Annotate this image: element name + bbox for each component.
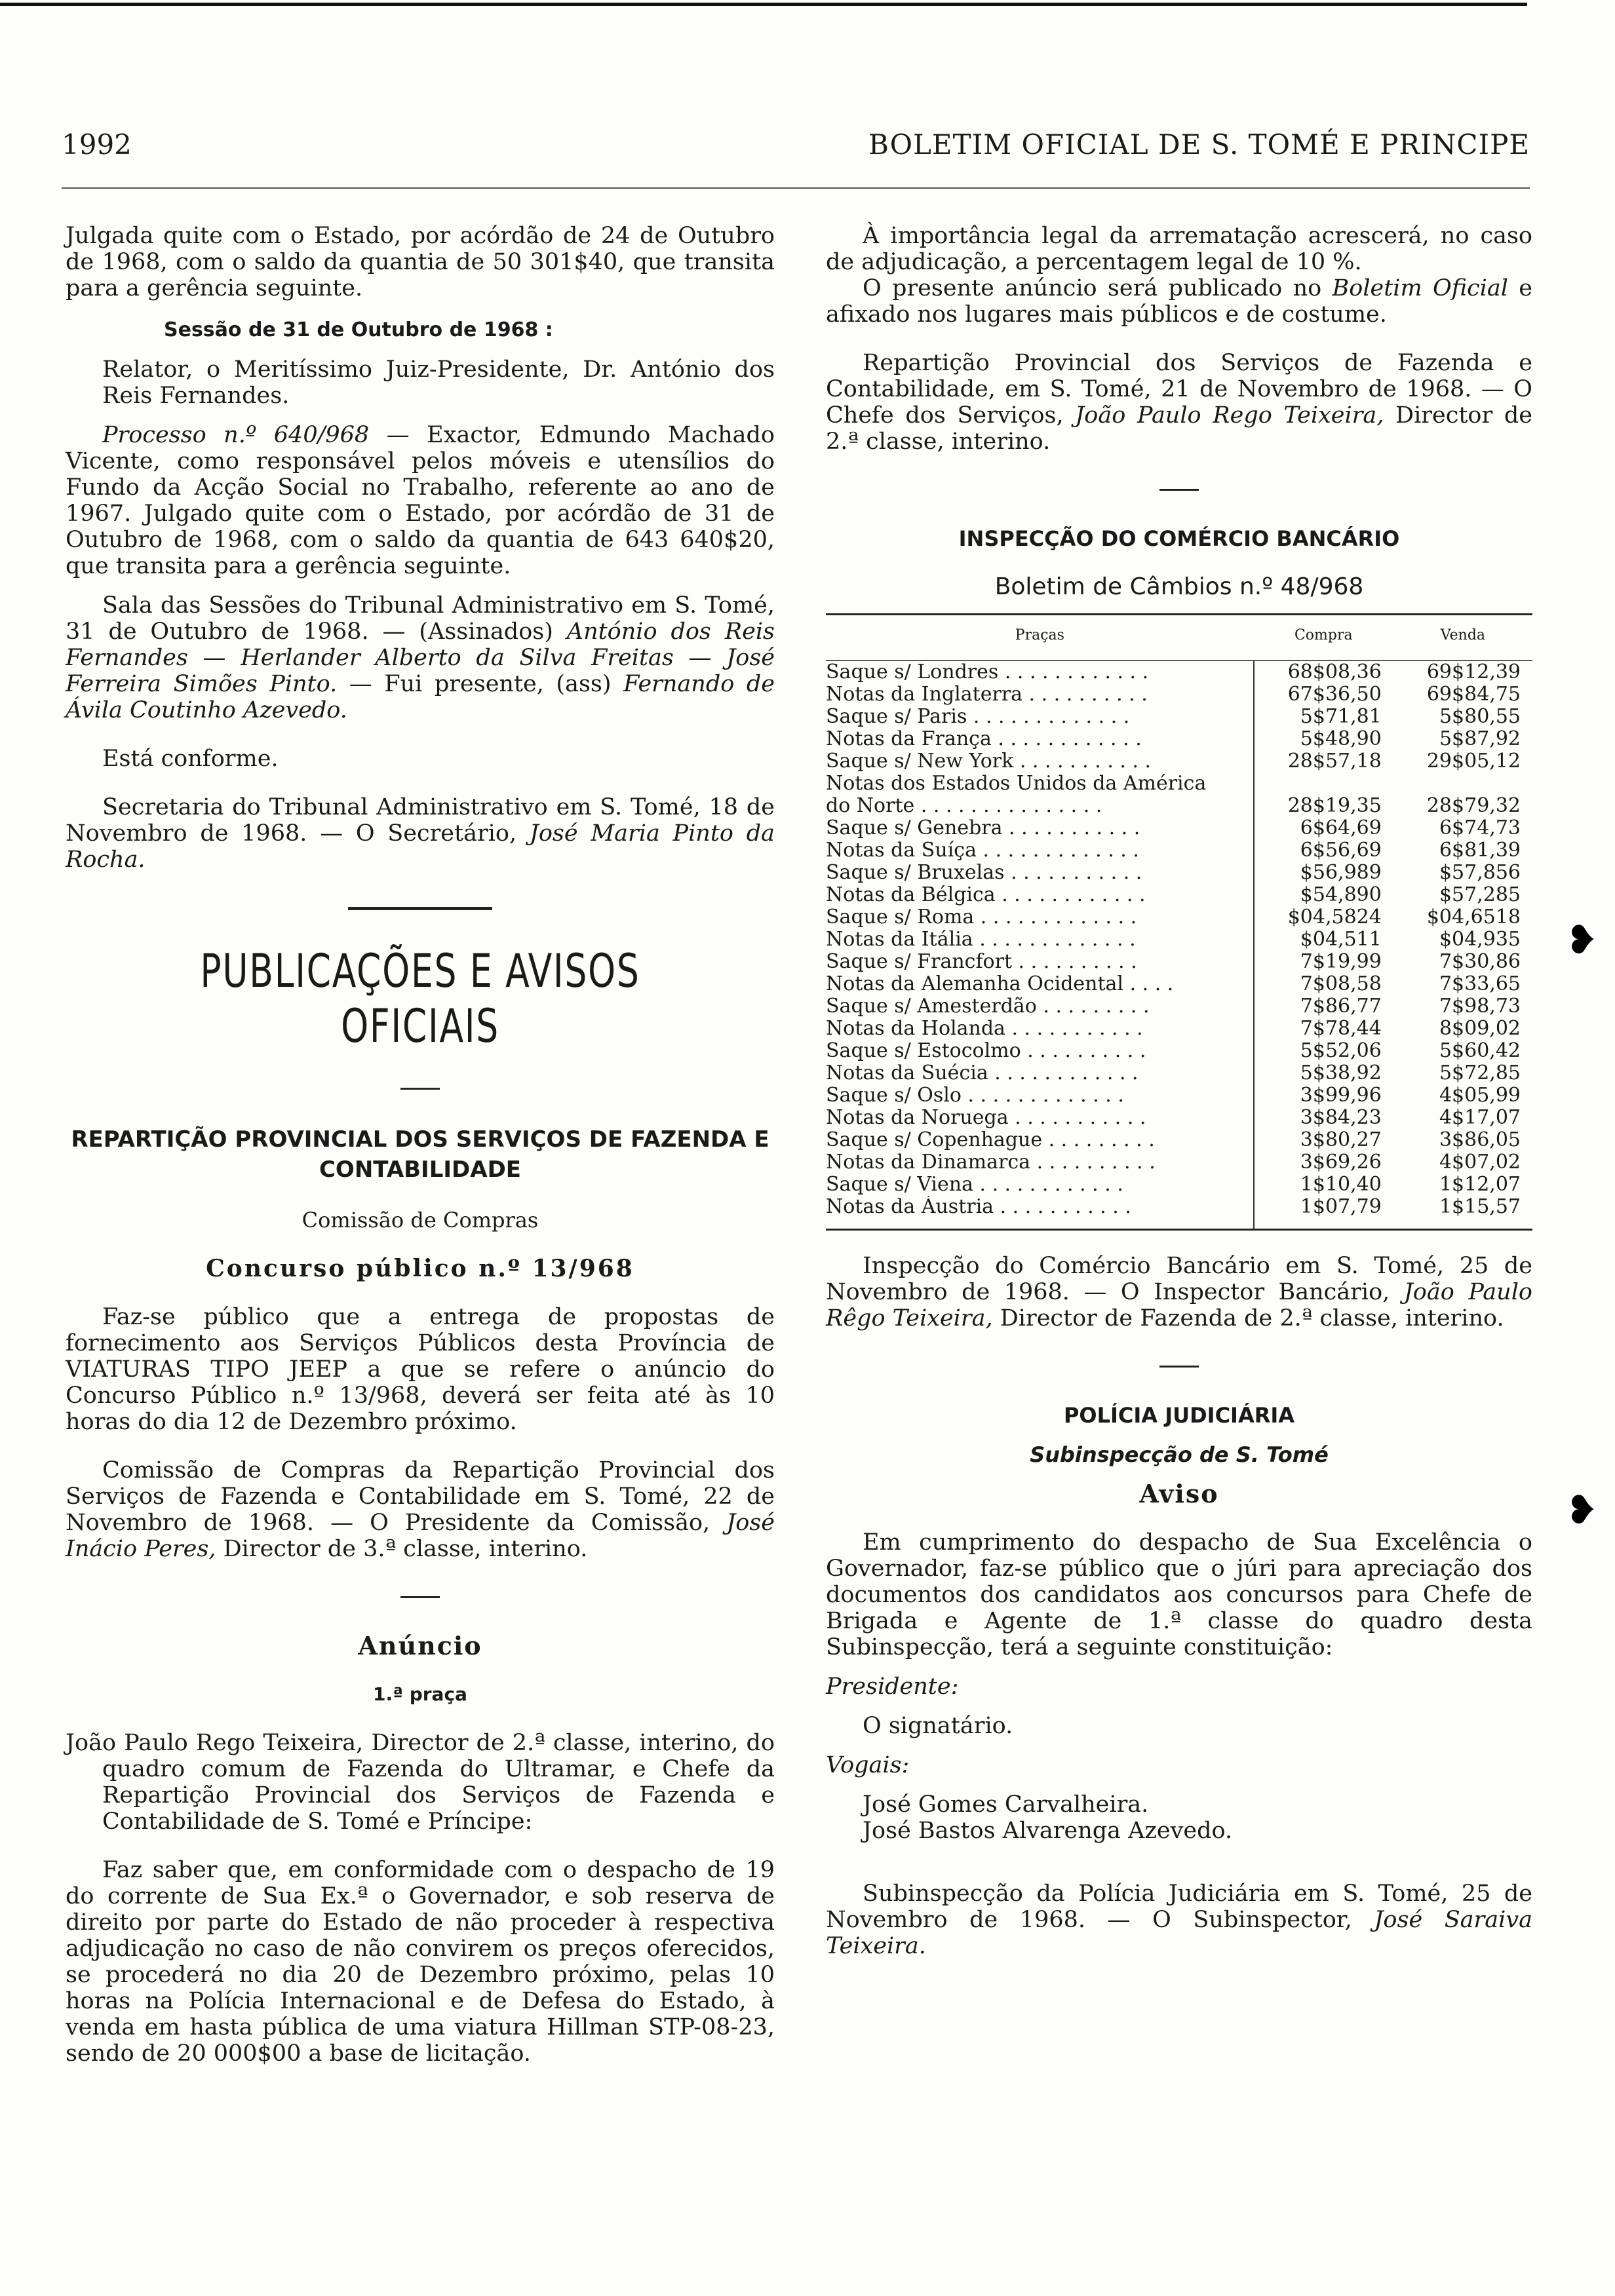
processo-label: Processo n.º 640/968 <box>102 422 370 448</box>
cell-compra: 7$19,99 <box>1254 951 1393 973</box>
table-row <box>826 1107 1532 1129</box>
cell-venda: 1$12,07 <box>1439 1173 1521 1196</box>
cell-praca: Notas da Suíça . . . . . . . . . . . . . <box>826 839 1139 862</box>
cell-venda: 5$72,85 <box>1439 1062 1521 1084</box>
commission-heading: Comissão de Compras <box>302 1208 539 1233</box>
table-row <box>826 728 1532 750</box>
table-row <box>826 706 1532 728</box>
boletim-reference: Boletim Oficial <box>1332 275 1508 301</box>
cell-praca: Saque s/ Francfort . . . . . . . . . . <box>826 951 1137 973</box>
session-heading: Sessão de 31 de Outubro de 1968 : <box>164 318 553 341</box>
cell-compra: 67$36,50 <box>1254 683 1393 706</box>
cell-compra: $56,989 <box>1254 862 1393 884</box>
divider-ornament <box>66 1076 775 1102</box>
table-row <box>826 795 1532 817</box>
cell-praca: Notas da Itália . . . . . . . . . . . . . <box>826 928 1136 951</box>
judgement-paragraph: Julgada quite com o Estado, por acórdão de 24 de Outubro de 1968, com o saldo da quantia de 50 301$40, que transita para a gerência seguinte. <box>66 223 775 301</box>
cell-venda: 1$15,57 <box>1393 1196 1532 1230</box>
signatory-last: Fernando de Ávila Coutinho Azevedo. <box>66 671 775 723</box>
table-row <box>826 951 1532 973</box>
cell-venda: 6$81,39 <box>1439 839 1521 862</box>
table-row <box>826 1129 1532 1151</box>
commission-sign-text: Comissão de Compras da Repartição Provincial dos Serviços de Fazenda e Contabilidade em S. Tomé, 22 de Novembro de 1968. — O Presidente da Comissão, <box>66 1457 775 1536</box>
sala-paragraph <box>66 592 775 723</box>
aviso-heading: Aviso <box>1139 1479 1219 1508</box>
cell-venda: 3$86,05 <box>1439 1128 1521 1151</box>
table-row <box>826 660 1532 683</box>
cell-venda: 4$17,07 <box>1439 1106 1521 1129</box>
reparticao-text: Repartição Provincial dos Serviços de Fazenda e Contabilidade, em S. Tomé, 21 de Novembro de 1968. — O Chefe dos Serviços, <box>826 350 1532 429</box>
cell-compra: 5$48,90 <box>1254 728 1393 750</box>
cell-praca: Notas da Alemanha Ocidental . . . . <box>826 973 1174 995</box>
section-ornament <box>66 895 775 921</box>
presidente-name: O signatário. <box>863 1713 1013 1739</box>
commission-president-name: José Inácio Peres, <box>66 1510 775 1562</box>
cell-praca: Notas da Áustria . . . . . . . . . . . <box>826 1196 1254 1230</box>
cell-praca: Saque s/ Amesterdão . . . . . . . . . <box>826 995 1150 1018</box>
cell-compra: 1$10,40 <box>1254 1174 1393 1196</box>
anuncio-heading: Anúncio <box>358 1631 482 1660</box>
table-row <box>826 884 1532 906</box>
divider-ornament-3 <box>826 477 1532 503</box>
column-header-compra: Compra <box>1254 615 1393 661</box>
cell-compra: 5$71,81 <box>1254 706 1393 728</box>
table-row <box>826 773 1532 795</box>
vogal-1: José Gomes Carvalheira. <box>863 1791 1149 1818</box>
cell-praca: Notas dos Estados Unidos da América <box>826 773 1207 795</box>
cell-compra: $54,890 <box>1254 884 1393 906</box>
cell-praca: Notas da Noruega . . . . . . . . . . . <box>826 1107 1146 1129</box>
cell-venda: 7$98,73 <box>1439 995 1521 1018</box>
faz-saber-paragraph: Faz saber que, em conformidade com o despacho de 19 do corrente de Sua Ex.ª o Governador, e sob reserva de direito por parte do Estado de não proceder à respectiva adjudicação no caso de não convirem os preços oferecidos, se procederá no dia 20 de Dezembro próximo, pelas 10 horas na Polícia Internacional e de Defesa do Estado, à venda em hasta pública de uma viatura Hillman STP-08-23, sendo de 20 000$00 a base de licitação. <box>66 1857 775 2067</box>
subinspeccao-sign-text: Subinspecção da Polícia Judiciária em S. Tomé, 25 de Novembro de 1968. — O Subinspector, <box>826 1881 1532 1933</box>
exchange-rate-table <box>826 613 1532 1231</box>
table-row <box>826 862 1532 884</box>
table-row <box>826 906 1532 928</box>
joao-paragraph: João Paulo Rego Teixeira, Director de 2.ª classe, interino, do quadro comum de Fazenda do Ultramar, e Chefe da Repartição Provincial dos Serviços de Fazenda e Contabilidade de S. Tomé e Príncipe: <box>66 1730 775 1835</box>
cell-praca: Saque s/ Roma . . . . . . . . . . . . . <box>826 906 1137 928</box>
cell-venda: 7$33,65 <box>1439 972 1521 995</box>
section-title: PUBLICAÇÕES E AVISOS OFICIAIS <box>200 944 640 1053</box>
cell-compra: 3$84,23 <box>1254 1107 1393 1129</box>
subinspector-name: José Saraiva Teixeira. <box>826 1907 1532 1959</box>
cell-venda: $57,856 <box>1439 861 1521 884</box>
margin-mark-icon: ❥ <box>1565 917 1599 963</box>
table-row <box>826 1084 1532 1107</box>
signatory-names: António dos Reis Fernandes — Herlander Alberto da Silva Freitas — José Ferreira Simões Pinto. <box>66 619 775 697</box>
policia-heading: POLÍCIA JUDICIÁRIA <box>1063 1403 1295 1428</box>
cell-praca: Saque s/ Copenhague . . . . . . . . . <box>826 1129 1155 1151</box>
cell-compra: 3$69,26 <box>1254 1151 1393 1174</box>
processo-paragraph <box>66 422 775 579</box>
inspeccao-sign-tail: Director de Fazenda de 2.ª classe, interino. <box>992 1305 1504 1331</box>
top-border-rule <box>0 3 1527 6</box>
reparticao-signature <box>826 350 1532 455</box>
cell-venda: $04,6518 <box>1426 906 1521 928</box>
cell-praca: Saque s/ Estocolmo . . . . . . . . . . <box>826 1040 1146 1062</box>
presente-text: O presente anúncio será publicado no <box>863 275 1333 301</box>
table-row <box>826 1151 1532 1174</box>
commission-signature <box>66 1457 775 1562</box>
inspeccao-heading: INSPECÇÃO DO COMÉRCIO BANCÁRIO <box>958 526 1400 551</box>
cell-compra <box>1254 773 1393 795</box>
vogal-2: José Bastos Alvarenga Azevedo. <box>863 1818 1233 1844</box>
reparticao-tail: Director de 2.ª classe, interino. <box>826 402 1532 455</box>
table-row <box>826 750 1532 773</box>
cell-praca: Saque s/ New York . . . . . . . . . . . <box>826 750 1152 773</box>
processo-text: — Exactor, Edmundo Machado Vicente, como responsável pelos móveis e utensílios do Fundo da Acção Social no Trabalho, referente ao ano de 1967. Julgado quite com o Estado, por acórdão de 31 de Outubro de 1968, com o saldo da quantia de 643 640$20, que transita para a gerência seguinte. <box>66 422 775 579</box>
cell-praca: Notas da Bélgica . . . . . . . . . . . . <box>826 884 1146 906</box>
right-column <box>826 223 1532 1959</box>
cambios-heading: Boletim de Câmbios n.º 48/968 <box>994 573 1364 600</box>
jury-list <box>826 1674 1532 1844</box>
sala-tail: — Fui presente, (ass) <box>337 671 624 697</box>
cell-venda: 28$79,32 <box>1426 794 1521 817</box>
table-body <box>826 660 1532 1230</box>
table-row <box>826 683 1532 706</box>
sala-text: Sala das Sessões do Tribunal Administrativo em S. Tomé, 31 de Outubro de 1968. — (Assinados) <box>66 592 775 645</box>
table-row <box>826 1040 1532 1062</box>
presente-tail: e afixado nos lugares mais públicos e de costume. <box>826 275 1532 328</box>
cell-venda: 69$84,75 <box>1426 683 1521 706</box>
cell-praca: do Norte . . . . . . . . . . . . . . . <box>826 795 1102 817</box>
cell-praca: Saque s/ Paris . . . . . . . . . . . . . <box>826 706 1130 728</box>
header-rule <box>62 187 1530 189</box>
publication-title: BOLETIM OFICIAL DE S. TOMÉ E PRINCIPE <box>868 128 1530 161</box>
table-row <box>826 1062 1532 1084</box>
cell-compra: $04,511 <box>1254 928 1393 951</box>
cumprimento-paragraph: Em cumprimento do despacho de Sua Excelência o Governador, faz-se público que o júri para apreciação dos documentos dos candidatos aos concursos para Chefe de Brigada e Agente de 1.ª classe do quadro desta Subinspecção, terá a seguinte constituição: <box>826 1529 1532 1660</box>
table-row <box>826 973 1532 995</box>
secretaria-paragraph <box>66 794 775 873</box>
presidente-label: Presidente: <box>826 1674 959 1700</box>
cell-praca: Saque s/ Oslo . . . . . . . . . . . . . <box>826 1084 1124 1107</box>
column-header-pracas: Praças <box>826 615 1254 661</box>
secretaria-text: Secretaria do Tribunal Administrativo em S. Tomé, 18 de Novembro de 1968. — O Secretário, <box>66 794 775 847</box>
cell-compra: $04,5824 <box>1254 906 1393 928</box>
cell-compra: 7$86,77 <box>1254 995 1393 1018</box>
cell-compra: 7$78,44 <box>1254 1018 1393 1040</box>
cell-praca: Saque s/ Genebra . . . . . . . . . . . <box>826 817 1140 839</box>
divider-ornament-4 <box>826 1354 1532 1380</box>
cell-praca: Notas da Suécia . . . . . . . . . . . . <box>826 1062 1138 1084</box>
cell-compra: 28$19,35 <box>1254 795 1393 817</box>
inspeccao-sign-text: Inspecção do Comércio Bancário em S. Tomé, 25 de Novembro de 1968. — O Inspector Bancário, <box>826 1253 1532 1305</box>
cell-compra: 3$99,96 <box>1254 1084 1393 1107</box>
department-heading: REPARTIÇÃO PROVINCIAL DOS SERVIÇOS DE FAZENDA E CONTABILIDADE <box>71 1126 769 1183</box>
cell-praca: Saque s/ Bruxelas . . . . . . . . . . . <box>826 862 1142 884</box>
cell-venda: 5$80,55 <box>1439 705 1521 728</box>
running-header <box>62 128 1530 168</box>
cell-praca: Notas da França . . . . . . . . . . . . <box>826 728 1142 750</box>
cell-venda: 4$07,02 <box>1439 1151 1521 1174</box>
cell-compra: 3$80,27 <box>1254 1129 1393 1151</box>
cell-compra: 7$08,58 <box>1254 973 1393 995</box>
cell-praca: Notas da Holanda . . . . . . . . . . . <box>826 1018 1143 1040</box>
cell-praca: Notas da Dinamarca . . . . . . . . . . <box>826 1151 1156 1174</box>
cell-praca: Saque s/ Londres . . . . . . . . . . . . <box>826 660 1149 683</box>
cell-venda: 7$30,86 <box>1439 950 1521 973</box>
cell-compra: 6$56,69 <box>1254 839 1393 862</box>
cell-venda: 5$60,42 <box>1439 1039 1521 1062</box>
left-column <box>66 223 775 2067</box>
table-row <box>826 839 1532 862</box>
concurso-paragraph: Faz-se público que a entrega de propostas de fornecimento aos Serviços Públicos desta Província de VIATURAS TIPO JEEP a que se refere o anúncio do Concurso Público n.º 13/968, deverá ser feita até às 10 horas do dia 12 de Dezembro próximo. <box>66 1304 775 1435</box>
cell-venda: 8$09,02 <box>1439 1017 1521 1040</box>
cell-venda: $04,935 <box>1439 928 1521 951</box>
inspeccao-signature <box>826 1253 1532 1331</box>
table-header-row <box>826 615 1532 661</box>
cell-venda: $57,285 <box>1439 883 1521 906</box>
cell-venda: 4$05,99 <box>1439 1084 1521 1107</box>
vogais-label: Vogais: <box>826 1752 910 1778</box>
cell-venda <box>1393 773 1532 795</box>
cell-compra: 1$07,79 <box>1254 1196 1393 1230</box>
page-number: 1992 <box>62 128 132 161</box>
table-row <box>826 1196 1532 1230</box>
table-row <box>826 928 1532 951</box>
commission-sign-tail: Director de 3.ª classe, interino. <box>216 1536 588 1562</box>
table-row <box>826 817 1532 839</box>
praca-heading: 1.ª praça <box>373 1683 467 1705</box>
cell-venda: 6$74,73 <box>1439 816 1521 839</box>
column-header-venda: Venda <box>1393 615 1532 661</box>
margin-mark-icon-2: ❥ <box>1565 1487 1599 1533</box>
cell-venda: 29$05,12 <box>1426 750 1521 773</box>
concurso-heading: Concurso público n.º 13/968 <box>206 1255 634 1282</box>
cell-praca: Notas da Inglaterra . . . . . . . . . . <box>826 683 1148 706</box>
relator-paragraph: Relator, o Meritíssimo Juiz-Presidente, Dr. António dos Reis Fernandes. <box>102 356 775 409</box>
divider-ornament-2 <box>66 1584 775 1611</box>
table-row <box>826 1174 1532 1196</box>
inspector-name: João Paulo Rêgo Teixeira, <box>826 1279 1532 1331</box>
subinspeccao-heading: Subinspecção de S. Tomé <box>1030 1442 1329 1467</box>
cell-compra: 5$52,06 <box>1254 1040 1393 1062</box>
secretary-name: José Maria Pinto da Rocha. <box>66 820 775 873</box>
presente-paragraph <box>826 275 1532 328</box>
subinspeccao-signature <box>826 1881 1532 1959</box>
reparticao-name: João Paulo Rego Teixeira, <box>1075 402 1384 429</box>
cell-venda: 5$87,92 <box>1439 727 1521 750</box>
cell-compra: 6$64,69 <box>1254 817 1393 839</box>
table-row <box>826 995 1532 1018</box>
conforme-line: Está conforme. <box>102 746 279 772</box>
cell-compra: 5$38,92 <box>1254 1062 1393 1084</box>
cell-praca: Saque s/ Viena . . . . . . . . . . . . <box>826 1174 1123 1196</box>
table-row <box>826 1018 1532 1040</box>
cell-compra: 28$57,18 <box>1254 750 1393 773</box>
cell-venda: 69$12,39 <box>1426 660 1521 683</box>
cell-compra: 68$08,36 <box>1254 660 1393 683</box>
importancia-paragraph: À importância legal da arrematação acrescerá, no caso de adjudicação, a percentagem legal de 10 %. <box>826 223 1532 275</box>
